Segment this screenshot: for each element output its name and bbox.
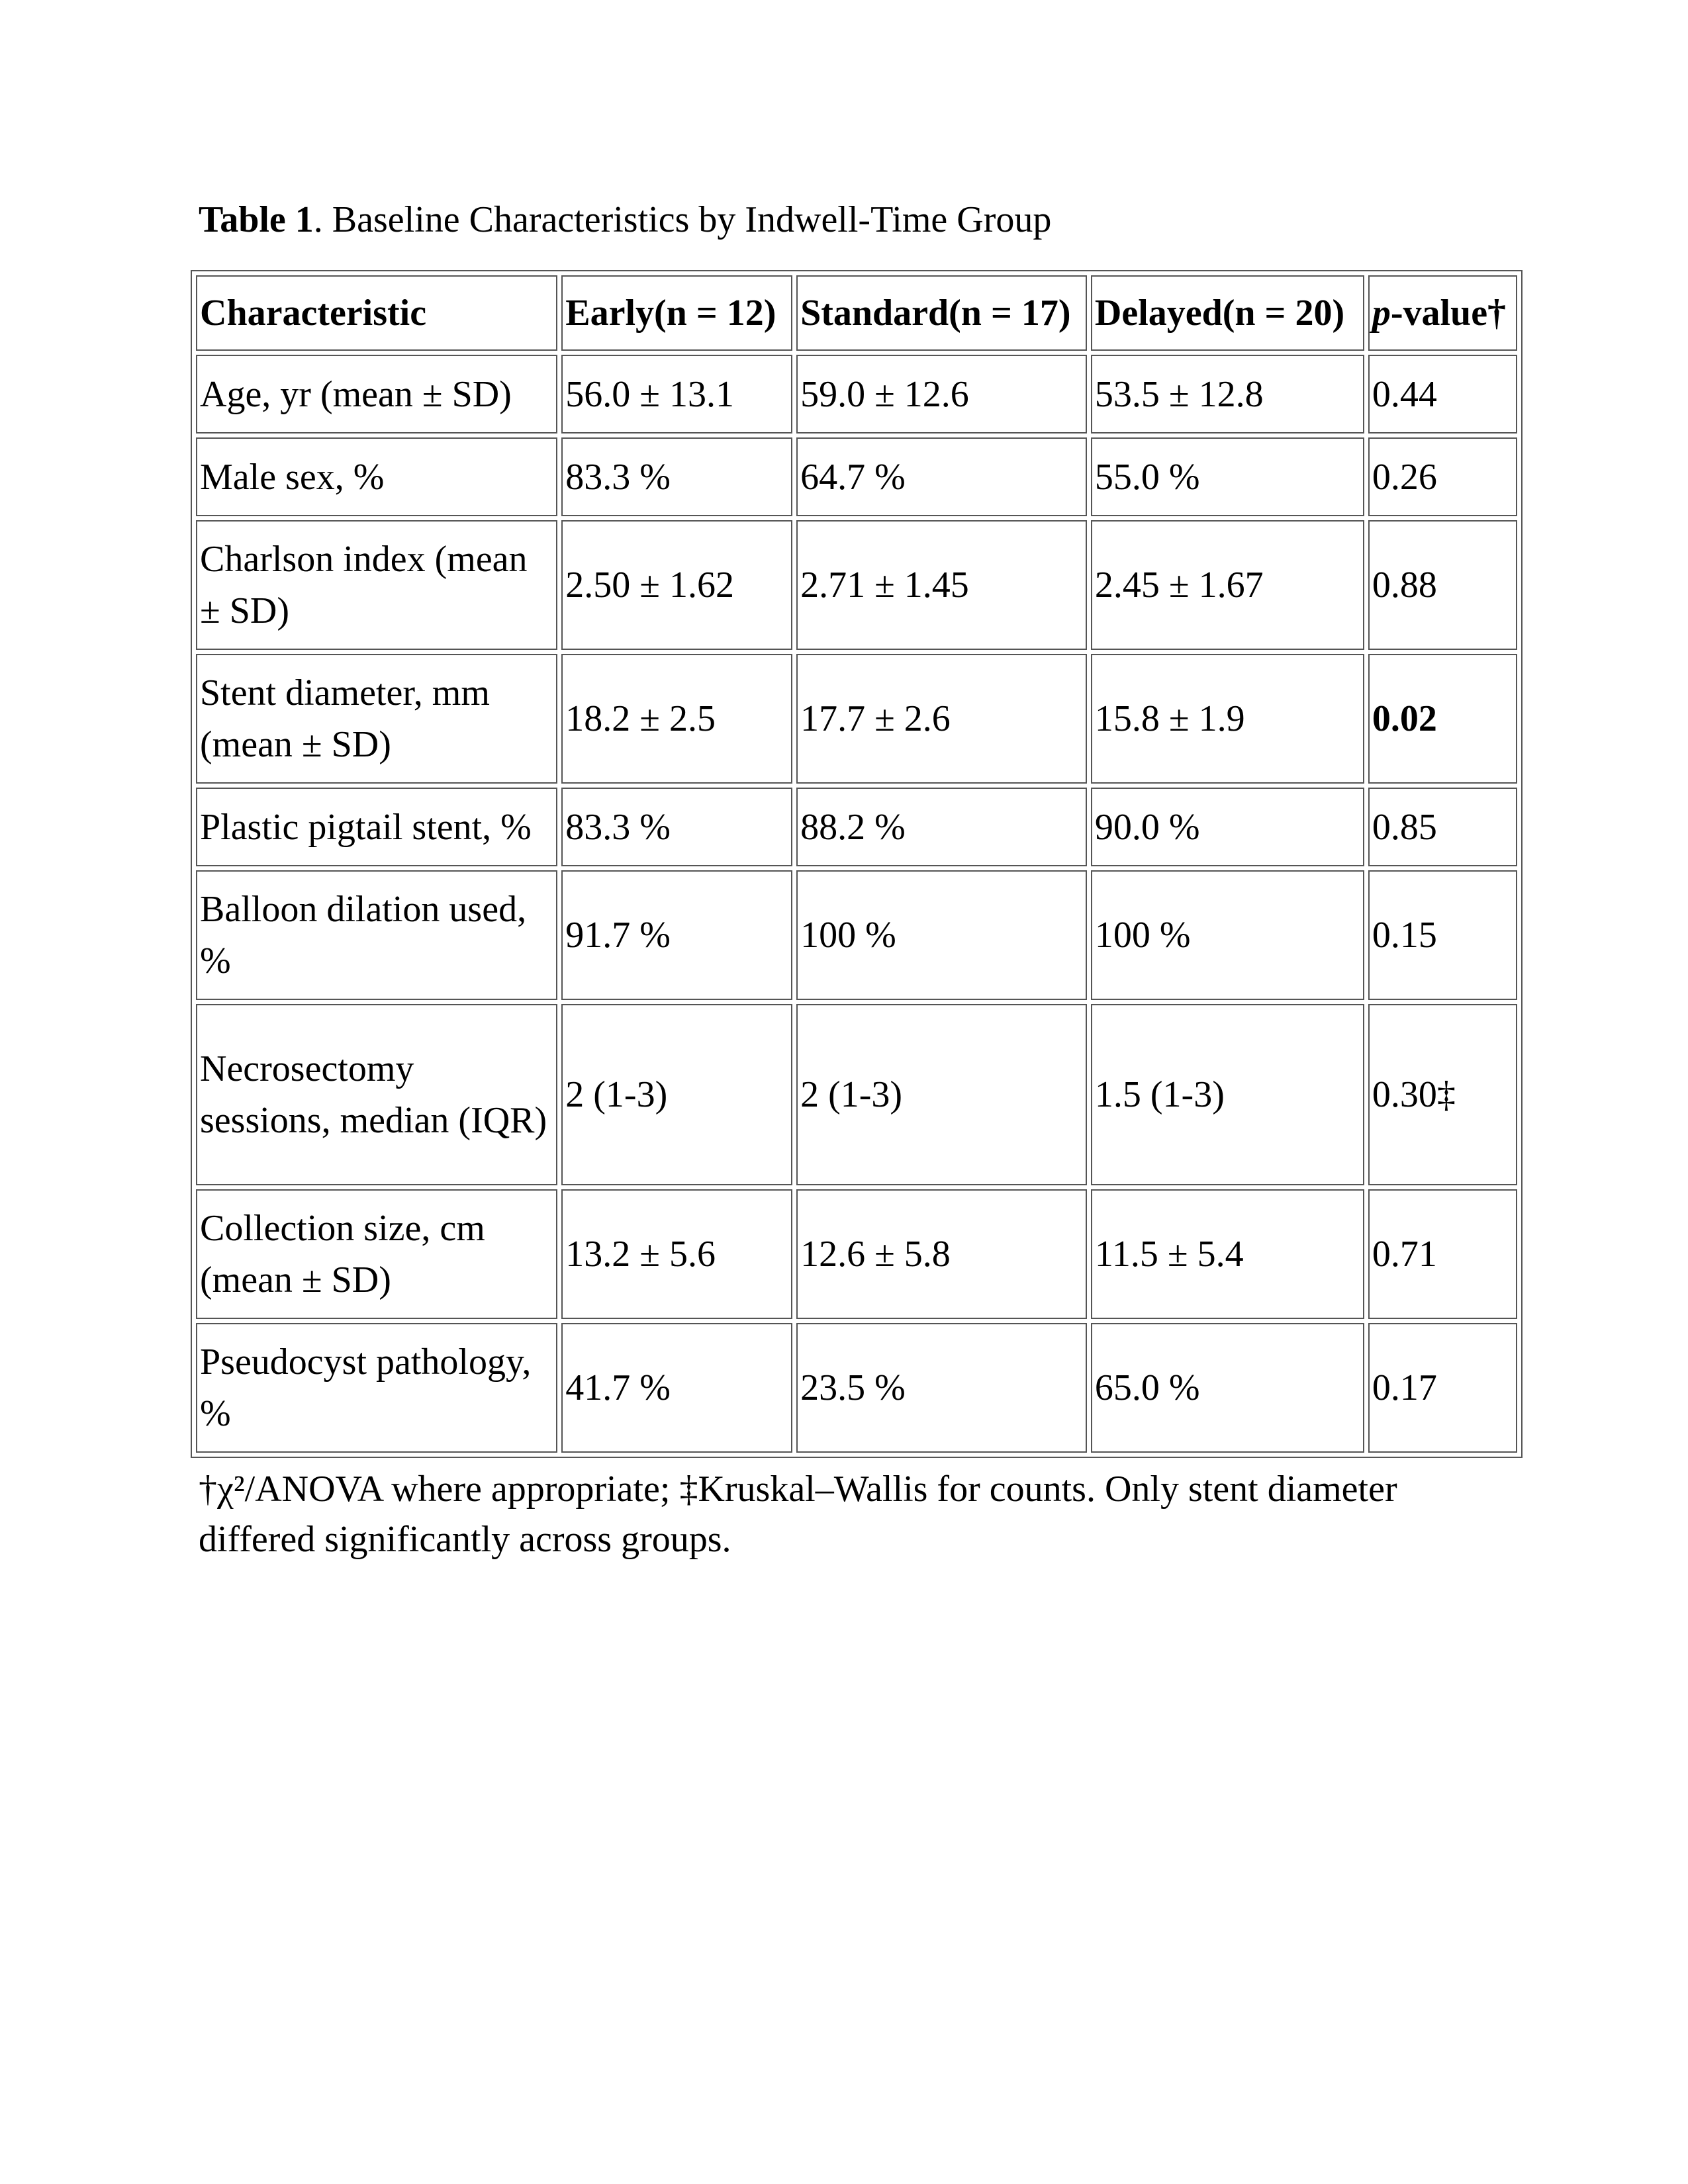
cell-p-value: 0.88 xyxy=(1368,520,1517,650)
table-row xyxy=(196,355,1517,433)
baseline-characteristics-table xyxy=(191,270,1523,1458)
row-label: Plastic pigtail stent, % xyxy=(196,788,557,866)
row-label: Necrosectomy sessions, median (IQR) xyxy=(196,1004,557,1185)
header-early: Early(n = 12) xyxy=(561,275,792,351)
cell-standard: 88.2 % xyxy=(796,788,1087,866)
cell-standard: 17.7 ± 2.6 xyxy=(796,654,1087,784)
header-standard: Standard(n = 17) xyxy=(796,275,1087,351)
cell-early: 2 (1-3) xyxy=(561,1004,792,1185)
cell-p-value: 0.15 xyxy=(1368,870,1517,1000)
cell-delayed: 100 % xyxy=(1091,870,1364,1000)
cell-p-value-significant: 0.02 xyxy=(1368,654,1517,784)
cell-delayed: 55.0 % xyxy=(1091,437,1364,516)
cell-early: 2.50 ± 1.62 xyxy=(561,520,792,650)
header-row xyxy=(196,275,1517,351)
table-row xyxy=(196,1323,1517,1453)
cell-early: 91.7 % xyxy=(561,870,792,1000)
cell-p-value: 0.85 xyxy=(1368,788,1517,866)
row-label: Charlson index (mean ± SD) xyxy=(196,520,557,650)
table-row xyxy=(196,870,1517,1000)
header-characteristic: Characteristic xyxy=(196,275,557,351)
table-title: . Baseline Characteristics by Indwell-Time Group xyxy=(313,199,1052,240)
cell-early: 56.0 ± 13.1 xyxy=(561,355,792,433)
cell-delayed: 2.45 ± 1.67 xyxy=(1091,520,1364,650)
cell-p-value: 0.30‡ xyxy=(1368,1004,1517,1185)
header-p-italic: p xyxy=(1372,293,1391,334)
cell-early: 18.2 ± 2.5 xyxy=(561,654,792,784)
cell-delayed: 90.0 % xyxy=(1091,788,1364,866)
cell-early: 83.3 % xyxy=(561,788,792,866)
table-footnote: †χ²/ANOVA where appropriate; ‡Kruskal–Wallis for counts. Only stent diameter differed significantly across groups. xyxy=(199,1469,1397,1560)
row-label: Balloon dilation used, % xyxy=(196,870,557,1000)
table-row xyxy=(196,654,1517,784)
cell-delayed: 11.5 ± 5.4 xyxy=(1091,1189,1364,1319)
cell-delayed: 65.0 % xyxy=(1091,1323,1364,1453)
cell-early: 41.7 % xyxy=(561,1323,792,1453)
cell-standard: 100 % xyxy=(796,870,1087,1000)
table-row xyxy=(196,437,1517,516)
table-row xyxy=(196,1189,1517,1319)
row-label: Male sex, % xyxy=(196,437,557,516)
cell-delayed: 15.8 ± 1.9 xyxy=(1091,654,1364,784)
cell-early: 83.3 % xyxy=(561,437,792,516)
table-row xyxy=(196,520,1517,650)
cell-standard: 12.6 ± 5.8 xyxy=(796,1189,1087,1319)
row-label: Age, yr (mean ± SD) xyxy=(196,355,557,433)
cell-delayed: 53.5 ± 12.8 xyxy=(1091,355,1364,433)
cell-standard: 64.7 % xyxy=(796,437,1087,516)
cell-standard: 23.5 % xyxy=(796,1323,1087,1453)
cell-standard: 59.0 ± 12.6 xyxy=(796,355,1087,433)
cell-p-value: 0.26 xyxy=(1368,437,1517,516)
cell-p-value: 0.71 xyxy=(1368,1189,1517,1319)
table-row xyxy=(196,1004,1517,1185)
row-label: Stent diameter, mm (mean ± SD) xyxy=(196,654,557,784)
table-row xyxy=(196,788,1517,866)
cell-standard: 2.71 ± 1.45 xyxy=(796,520,1087,650)
header-p-rest: -value† xyxy=(1390,293,1507,334)
cell-standard: 2 (1-3) xyxy=(796,1004,1087,1185)
row-label: Collection size, cm (mean ± SD) xyxy=(196,1189,557,1319)
cell-early: 13.2 ± 5.6 xyxy=(561,1189,792,1319)
cell-p-value: 0.44 xyxy=(1368,355,1517,433)
header-delayed: Delayed(n = 20) xyxy=(1091,275,1364,351)
cell-delayed: 1.5 (1-3) xyxy=(1091,1004,1364,1185)
header-p-value xyxy=(1368,275,1517,351)
cell-p-value: 0.17 xyxy=(1368,1323,1517,1453)
table-caption xyxy=(199,196,1051,244)
table-number: Table 1 xyxy=(199,199,314,240)
row-label: Pseudocyst pathology, % xyxy=(196,1323,557,1453)
